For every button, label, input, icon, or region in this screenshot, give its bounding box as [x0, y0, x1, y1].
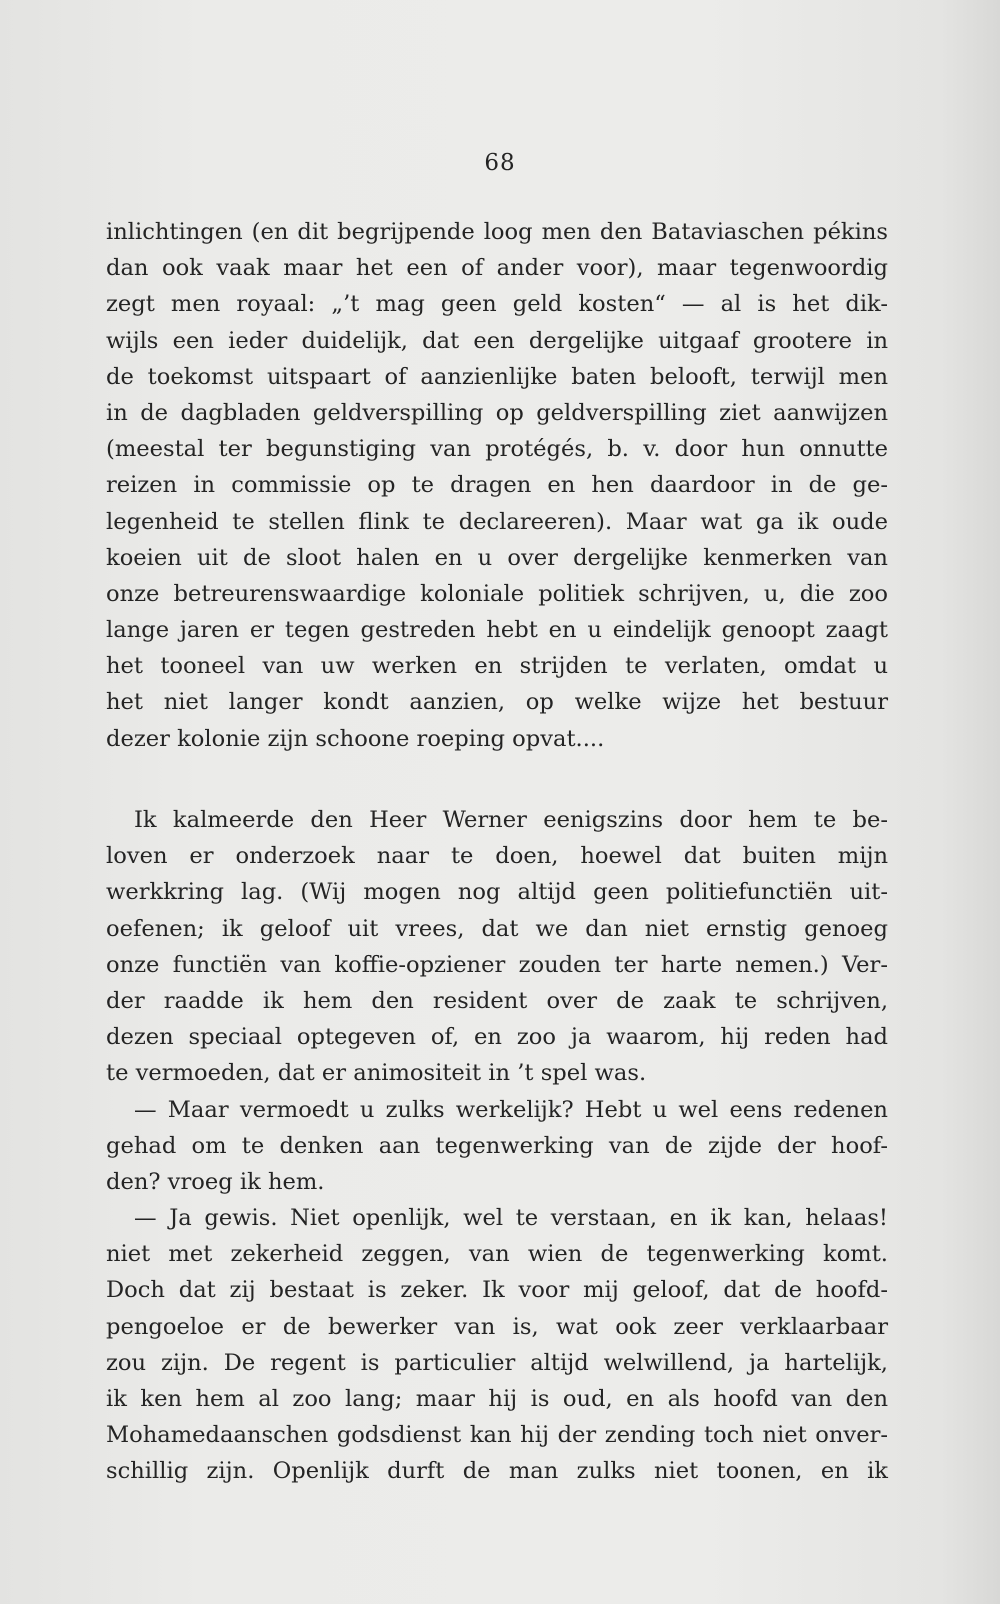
text-line: Mohamedaanschen godsdienst kan hij der zending toch niet onver-	[106, 1422, 888, 1449]
text-line: pengoeloe er de bewerker van is, wat ook zeer verklaarbaar	[106, 1313, 888, 1340]
text-line: (meestal ter begunstiging van protégés, b. v. door hun onnutte	[106, 436, 888, 463]
paragraph-group	[106, 802, 888, 1490]
text-line: het niet langer kondt aanzien, op welke wijze het bestuur	[106, 689, 888, 716]
text-line: in de dagbladen geldverspilling op geldverspilling ziet aanwijzen	[106, 399, 888, 426]
text-line: niet met zekerheid zeggen, van wien de tegenwerking komt.	[106, 1241, 888, 1268]
text-line: onze functiën van koffie-opziener zouden ter harte nemen.) Ver-	[106, 951, 888, 978]
text-line: Doch dat zij bestaat is zeker. Ik voor mij geloof, dat de hoofd-	[106, 1277, 888, 1304]
text-line: — Maar vermoedt u zulks werkelijk? Hebt u wel eens redenen	[134, 1096, 888, 1123]
text-line: wijls een ieder duidelijk, dat een dergelijke uitgaaf grootere in	[106, 327, 888, 354]
text-line: werkkring lag. (Wij mogen nog altijd geen politiefunctiën uit-	[106, 879, 888, 906]
text-line: het tooneel van uw werken en strijden te verlaten, omdat u	[106, 653, 888, 680]
text-line: der raadde ik hem den resident over de zaak te schrijven,	[106, 987, 888, 1014]
paragraph-1	[106, 214, 888, 757]
text-line: legenheid te stellen flink te declareeren). Maar wat ga ik oude	[106, 508, 888, 535]
text-line: onze betreurenswaardige koloniale politiek schrijven, u, die zoo	[106, 580, 888, 607]
page-number: 68	[484, 150, 516, 176]
text-line: inlichtingen (en dit begrijpende loog men den Bataviaschen pékins	[106, 219, 888, 245]
text-line: dezen speciaal optegeven of, en zoo ja waarom, hij reden had	[106, 1024, 888, 1051]
text-line: lange jaren er tegen gestreden hebt en u eindelijk genoopt zaagt	[106, 617, 888, 644]
text-line: oefenen; ik geloof uit vrees, dat we dan niet ernstig genoeg	[106, 915, 888, 942]
text-line: loven er onderzoek naar te doen, hoewel dat buiten mijn	[106, 843, 888, 870]
text-line: — Ja gewis. Niet openlijk, wel te verstaan, en ik kan, helaas!	[134, 1205, 888, 1232]
text-line: dezer kolonie zijn schoone roeping opvat....	[106, 725, 605, 752]
text-line: schillig zijn. Openlijk durft de man zulks niet toonen, en ik	[106, 1458, 888, 1485]
text-line: zou zijn. De regent is particulier altijd welwillend, ja hartelijk,	[106, 1349, 888, 1376]
text-line: reizen in commissie op te dragen en hen daardoor in de ge-	[106, 472, 888, 499]
text-line: dan ook vaak maar het een of ander voor), maar tegenwoordig	[106, 255, 888, 282]
text-line: te vermoeden, dat er animositeit in ’t spel was.	[106, 1060, 647, 1087]
text-line: de toekomst uitspaart of aanzienlijke baten belooft, terwijl men	[106, 363, 888, 390]
text-line: den? vroeg ik hem.	[106, 1168, 325, 1195]
text-line: zegt men royaal: „’t mag geen geld kosten“ — al is het dik-	[106, 291, 888, 318]
text-line: Ik kalmeerde den Heer Werner eenigszins door hem te be-	[134, 807, 888, 833]
text-line: gehad om te denken aan tegenwerking van de zijde der hoof-	[106, 1132, 888, 1159]
text-line: koeien uit de sloot halen en u over dergelijke kenmerken van	[106, 544, 888, 571]
text-line: ik ken hem al zoo lang; maar hij is oud, en als hoofd van den	[106, 1386, 888, 1412]
